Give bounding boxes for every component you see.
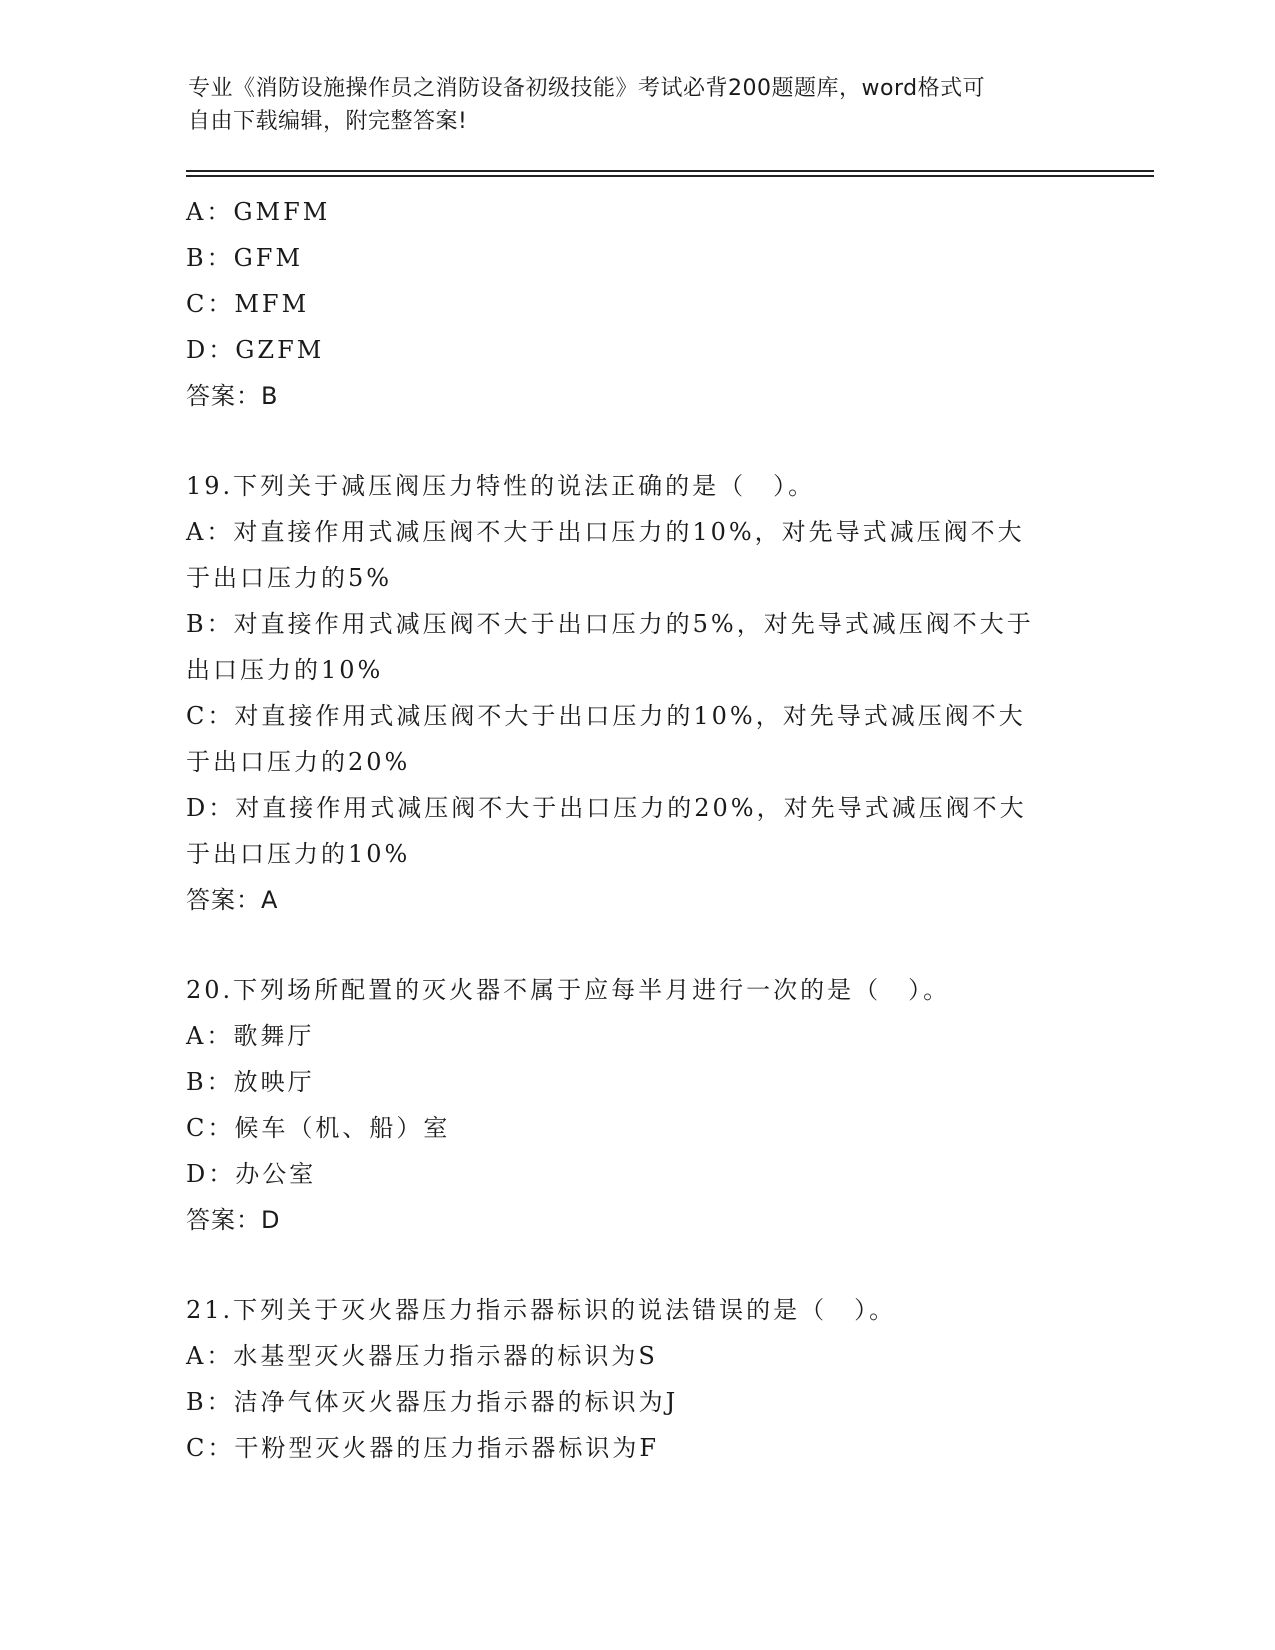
option-d: D：GZFM [186,336,325,364]
option-c: C：候车（机、船）室 [186,1114,451,1142]
question-stem: 21.下列关于灭火器压力指示器标识的说法错误的是（ ）。 [186,1296,897,1324]
header-line-2: 自由下载编辑，附完整答案! [188,109,468,134]
option-d: D：办公室 [186,1160,317,1188]
document-header [188,72,1088,138]
option-b-line-2: 出口压力的10% [186,656,384,684]
option-b: B：GFM [186,244,304,272]
question-18 [186,189,1086,419]
option-c-line-1: C：对直接作用式减压阀不大于出口压力的10%，对先导式减压阀不大 [186,702,1026,730]
answer-label: 答案：A [186,886,279,914]
option-a-line-1: A：对直接作用式减压阀不大于出口压力的10%，对先导式减压阀不大 [186,518,1025,546]
question-19 [186,463,1086,923]
option-b: B：放映厅 [186,1068,315,1096]
header-divider-bottom [186,175,1154,177]
question-stem: 20.下列场所配置的灭火器不属于应每半月进行一次的是（ ）。 [186,976,951,1004]
option-a: A：水基型灭火器压力指示器的标识为S [186,1342,658,1370]
option-d-line-1: D：对直接作用式减压阀不大于出口压力的20%，对先导式减压阀不大 [186,794,1027,822]
option-a-line-2: 于出口压力的5% [186,564,393,592]
option-d-line-2: 于出口压力的10% [186,840,411,868]
answer-label: 答案：B [186,382,279,410]
option-b: B：洁净气体灭火器压力指示器的标识为J [186,1388,679,1416]
option-b-line-1: B：对直接作用式减压阀不大于出口压力的5%，对先导式减压阀不大于 [186,610,1034,638]
header-divider-top [186,170,1154,172]
question-list [186,189,1086,1471]
question-20 [186,967,1086,1243]
option-c: C：干粉型灭火器的压力指示器标识为F [186,1434,660,1462]
header-line-1: 专业《消防设施操作员之消防设备初级技能》考试必背200题题库，word格式可 [188,76,986,101]
answer-label: 答案：D [186,1206,281,1234]
option-a: A：歌舞厅 [186,1022,315,1050]
question-21 [186,1287,1086,1471]
option-a: A：GMFM [186,198,331,226]
option-c: C：MFM [186,290,310,318]
option-c-line-2: 于出口压力的20% [186,748,411,776]
question-stem: 19.下列关于减压阀压力特性的说法正确的是（ ）。 [186,472,816,500]
